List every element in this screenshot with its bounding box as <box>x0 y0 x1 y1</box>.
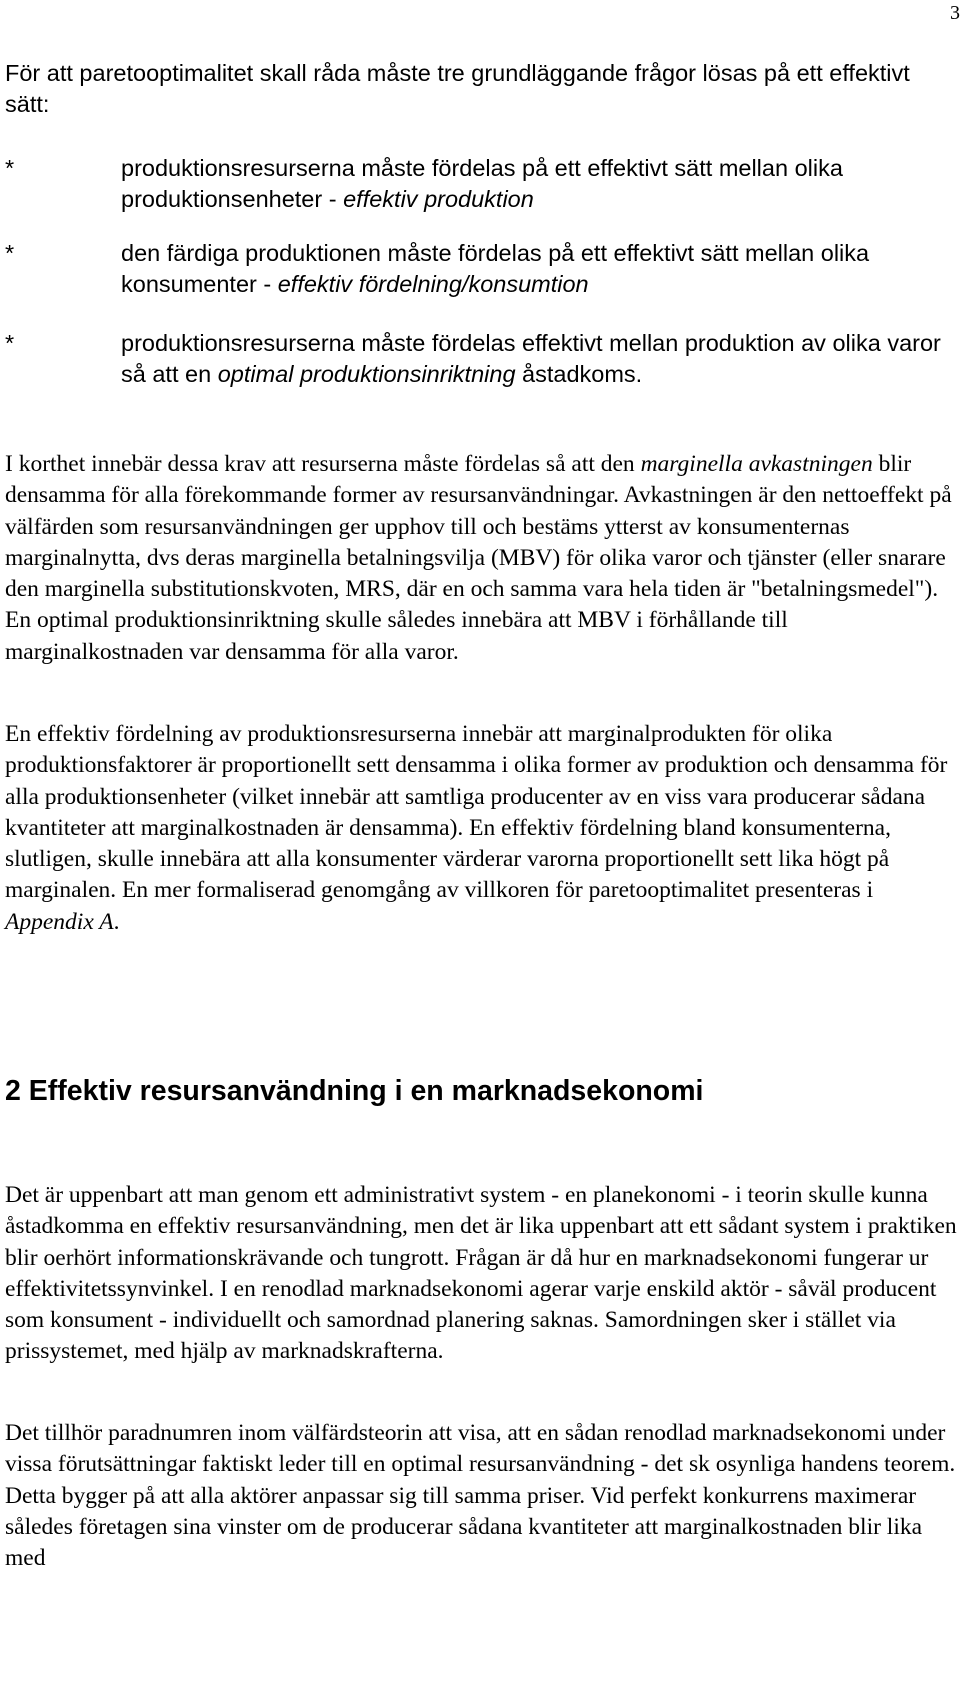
list-item-text: den färdiga produktionen måste fördelas på ett effektivt sätt mellan olika konsumenter - effektiv fördelning/konsumtion <box>121 240 870 298</box>
emphasis: optimal produktionsinriktning <box>217 361 516 388</box>
emphasis: effektiv produktion <box>343 186 534 213</box>
paragraph: En effektiv fördelning av produktionsresurserna innebär att marginalprodukten för olika produktionsfaktorer är proportionellt sett densamma i olika former av produktion och densamma för alla produktionsenheter (vilket innebär att samtliga producenter av en viss vara producerar sådana kvantiteter att marginalkostnaden är densamma). En effektiv fördelning bland konsumenterna, slutligen, skulle innebära att alla konsumenter värderar varorna proportionellt sett lika högt på marginalen. En mer formaliserad genomgång av villkoren för paretooptimalitet presenteras i Appendix A. <box>5 721 948 935</box>
emphasis: effektiv fördelning/konsumtion <box>277 271 589 298</box>
page-number: 3 <box>950 2 960 24</box>
emphasis: Appendix A <box>5 908 114 935</box>
list-item-text: produktionsresurserna måste fördelas effektivt mellan produktion av olika varor så att en optimal produktionsinriktning åstadkoms. <box>121 330 941 388</box>
list-item-text: produktionsresurserna måste fördelas på ett effektivt sätt mellan olika produktionsenheter - effektiv produktion <box>121 155 843 213</box>
emphasis: marginella avkastningen <box>640 451 873 477</box>
intro-paragraph: För att paretooptimalitet skall råda måste tre grundläggande frågor lösas på ett effektivt sätt: <box>5 60 910 118</box>
paragraph: Det är uppenbart att man genom ett administrativt system - en planekonomi - i teorin skulle kunna åstadkomma en effektiv resursanvändning, men det är lika uppenbart att ett sådant system i praktiken blir oerhört informationskrävande och tungrott. Frågan är då hur en marknadsekonomi fungerar ur effektivitetssynvinkel. I en renodlad marknadsekonomi agerar varje enskild aktör - såväl producent som konsument - individuellt och samordnad planering saknas. Samordningen sker i stället via prissystemet, med hjälp av marknadskrafterna. <box>5 1182 957 1365</box>
bullet-marker: * <box>5 155 15 181</box>
bullet-marker: * <box>5 330 15 356</box>
paragraph: I korthet innebär dessa krav att resurserna måste fördelas så att den marginella avkastningen blir densamma för alla förekommande former av resursanvändningar. Avkastningen är den nettoeffekt på välfärden som resursanvändningen ger upphov till och bestäms ytterst av konsumenternas marginalnytta, dvs deras marginella betalningsvilja (MBV) för olika varor och tjänster (eller snarare den marginella substitutionskvoten, MRS, där en och samma vara hela tiden är "betalningsmedel"). En optimal produktionsinriktning skulle således innebära att MBV i förhållande till marginalkostnaden var densamma för alla varor. <box>5 451 952 665</box>
paragraph: Det tillhör paradnumren inom välfärdsteorin att visa, att en sådan renodlad marknadsekonomi under vissa förutsättningar faktiskt leder till en optimal resursanvändning - det sk osynliga handens teorem. Detta bygger på att alla aktörer anpassar sig till samma priser. Vid perfekt konkurrens maximerar således företagen sina vinster om de producerar sådana kvantiteter att marginalkostnaden blir lika med <box>5 1420 956 1572</box>
bullet-marker: * <box>5 240 15 266</box>
section-heading: 2 Effektiv resursanvändning i en marknadsekonomi <box>5 1075 704 1107</box>
